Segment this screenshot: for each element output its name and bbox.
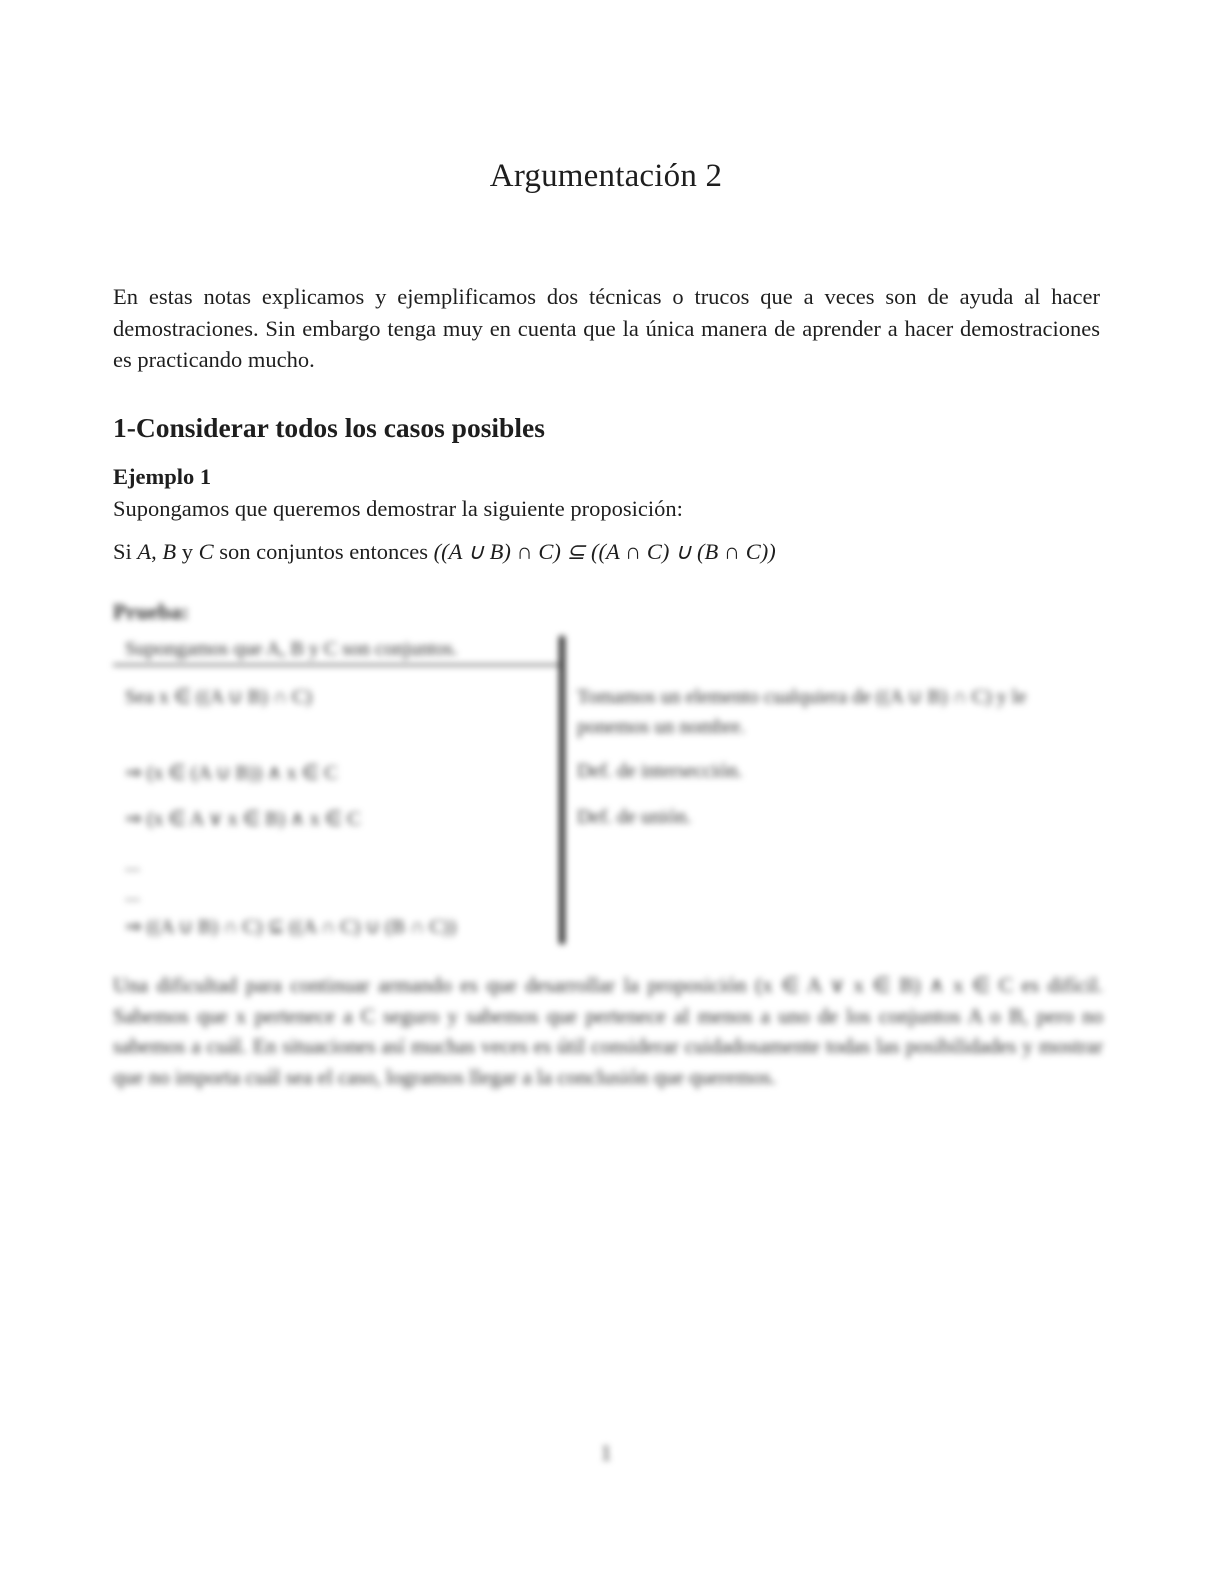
proof-step-left: Supongamos que A, B y C son conjuntos. xyxy=(125,638,458,660)
intro-paragraph: En estas notas explicamos y ejemplificamos dos técnicas o trucos que a veces son de ayuda al hacer demostraciones. Sin embargo tenga muy en cuenta que la única manera de aprender a hacer demostraciones es practicando mucho. xyxy=(113,284,1100,372)
proposition-prefix: Si xyxy=(113,539,138,564)
proof-step-left: Sea x ∈ ((A ∪ B) ∩ C) xyxy=(125,686,313,708)
proof-step-left: ⇒ (x ∈ (A ∪ B)) ∧ x ∈ C xyxy=(125,762,338,784)
proposition-var-c: C xyxy=(198,539,214,564)
proof-step-left: ⇒ (x ∈ A ∨ x ∈ B) ∧ x ∈ C xyxy=(125,808,361,830)
page-number: 1 xyxy=(600,1440,612,1465)
proof-table-divider xyxy=(559,636,565,944)
proof-step-left: ... xyxy=(125,854,140,876)
proposition-var-a: A xyxy=(137,539,152,564)
discussion-paragraph: Una dificultad para continuar armando es que desarrollar la proposición (x ∈ A ∨ x ∈ B) ∧ x ∈ C es difícil. Sabemos que x pertenece a C seguro y sabemos que pertenece al menos a uno de los conjuntos A o B, pero no sabemos a cuál. En situaciones así muchas veces es útil considerar cuidadosamente todas las posibilidades y mostrar que no importa cuál sea el caso, logramos llegar a la conclusión que queremos. xyxy=(113,973,1103,1089)
section-heading: 1-Considerar todos los casos posibles xyxy=(113,412,545,443)
proof-heading: Prueba: xyxy=(113,599,189,624)
proposition-formula: ((A ∪ B) ∩ C) ⊆ ((A ∩ C) ∪ (B ∩ C)) xyxy=(433,539,776,564)
proof-step-left: ... xyxy=(125,884,140,906)
proof-step-left: ⇒ ((A ∪ B) ∩ C) ⊆ ((A ∩ C) ∪ (B ∩ C)) xyxy=(125,916,457,938)
proposition-mid: son conjuntos entonces xyxy=(213,539,434,564)
proof-table xyxy=(113,636,1103,944)
example-heading: Ejemplo 1 xyxy=(113,464,212,489)
proposition-comma: , xyxy=(151,539,163,564)
example-intro: Supongamos que queremos demostrar la siguiente proposición: xyxy=(113,496,683,521)
proof-step-right: Tomamos un elemento cualquiera de ((A ∪ B) ∩ C) y le ponemos un nombre. xyxy=(577,686,1027,738)
proof-step-right: Def. de intersección. xyxy=(577,760,743,782)
document-title: Argumentación 2 xyxy=(489,158,723,194)
proposition-statement xyxy=(113,539,776,565)
proof-table-rule xyxy=(113,664,559,666)
proof-step-right: Def. de unión. xyxy=(577,806,692,828)
proposition-and: y xyxy=(176,539,199,564)
proposition-var-b: B xyxy=(162,539,177,564)
